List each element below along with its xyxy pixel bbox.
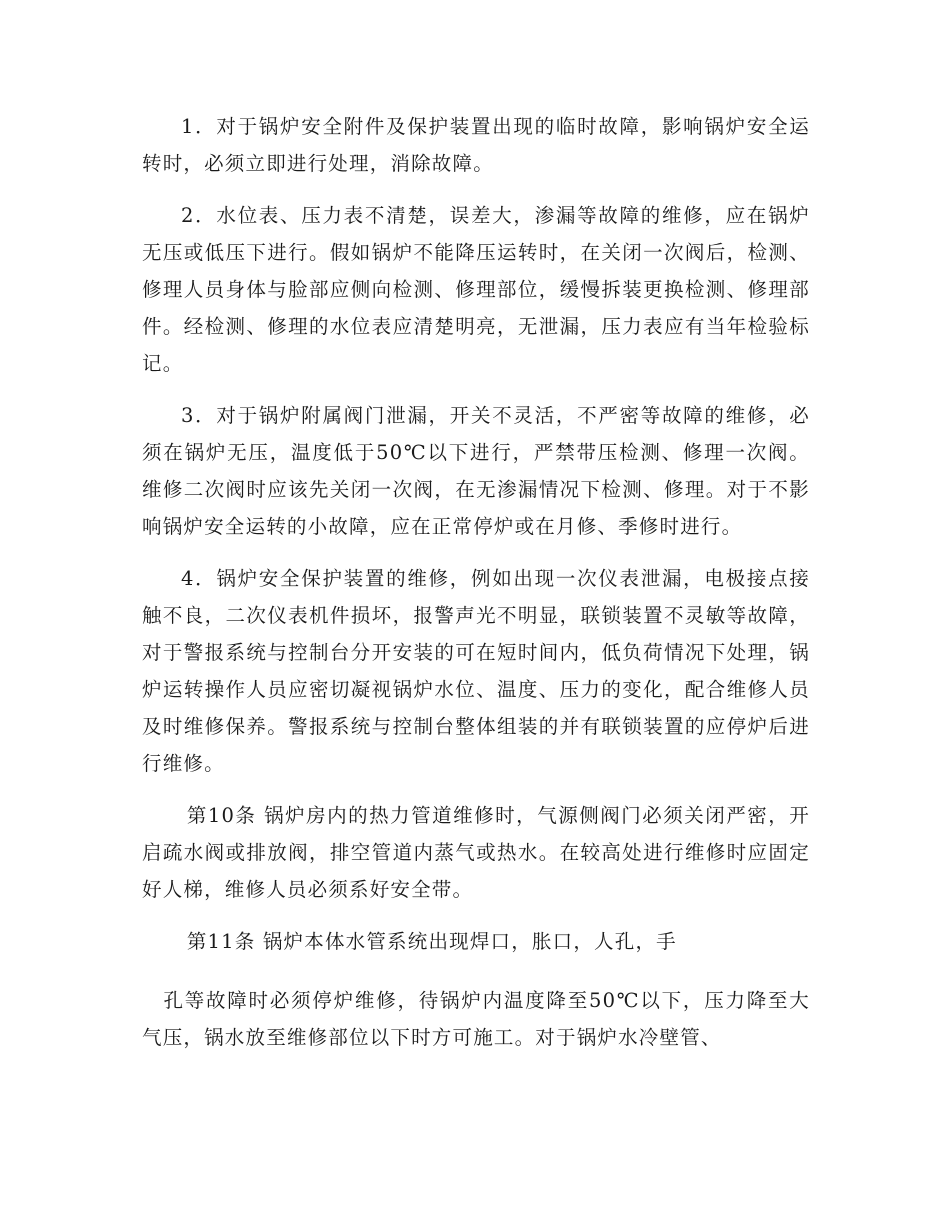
document-body [142, 108, 810, 1071]
paragraph-article-11: 第11条 锅炉本体水管系统出现焊口，胀口，人孔，手 [186, 930, 677, 953]
paragraph-item-3: 3．对于锅炉附属阀门泄漏，开关不灵活，不严密等故障的维修，必须在锅炉无压，温度低于50℃以下进行，严禁带压检测、修理一次阀。维修二次阀时应该先关闭一次阀，在无渗漏情况下检测、修理。对于不影响锅炉安全运转的小故障，应在正常停炉或在月修、季修时进行。 [142, 404, 810, 538]
paragraph-article-11-continued: 孔等故障时必须停炉维修，待锅炉内温度降至50℃以下，压力降至大气压，锅水放至维修部位以下时方可施工。对于锅炉水冷壁管、 [142, 989, 810, 1049]
paragraph-item-1: 1．对于锅炉安全附件及保护装置出现的临时故障，影响锅炉安全运转时，必须立即进行处理，消除故障。 [142, 115, 810, 175]
paragraph-item-2: 2．水位表、压力表不清楚，误差大，渗漏等故障的维修，应在锅炉无压或低压下进行。假如锅炉不能降压运转时，在关闭一次阀后，检测、修理人员身体与脸部应侧向检测、修理部位，缓慢拆装更换检测、修理部件。经检测、修理的水位表应清楚明亮，无泄漏，压力表应有当年检验标记。 [142, 204, 810, 375]
paragraph-item-4: 4．锅炉安全保护装置的维修，例如出现一次仪表泄漏，电极接点接触不良，二次仪表机件损坏，报警声光不明显，联锁装置不灵敏等故障，对于警报系统与控制台分开安装的可在短时间内，低负荷情况下处理，锅炉运转操作人员应密切凝视锅炉水位、温度、压力的变化，配合维修人员及时维修保养。警报系统与控制台整体组装的并有联锁装置的应停炉后进行维修。 [142, 567, 810, 775]
paragraph-article-10: 第10条 锅炉房内的热力管道维修时，气源侧阀门必须关闭严密，开启疏水阀或排放阀，排空管道内蒸气或热水。在较高处进行维修时应固定好人梯，维修人员必须系好安全带。 [142, 804, 810, 901]
